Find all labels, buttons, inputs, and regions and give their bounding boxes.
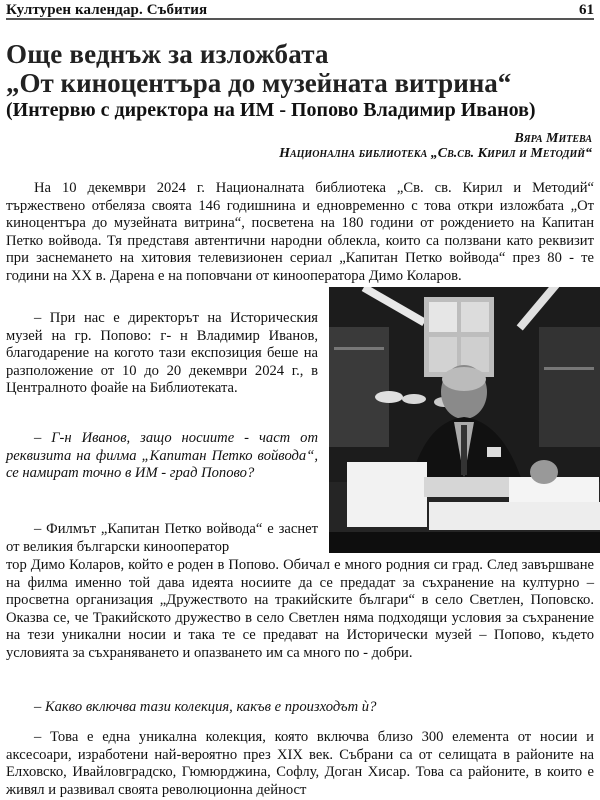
- answer-2: [6, 729, 594, 799]
- answer-1-continued: [6, 557, 594, 663]
- page-number: 61: [579, 2, 594, 18]
- answer-text: тор Димо Коларов, който е роден в Попово. Обичал е много родния си град. След завършване на филма именно той дава идеята носиите да се предадат за съхранение на културно – просветна организация „Дружеството на тракийските българи“ в село Светлен, Поповско. Оказва се, че Тракийското дружество в село Светлен няма подходящи условия за съхранение на тези уникални носии и така те се предават на Исторически музей – Попово, където условията за съхраняването и опазването им са много по - добри.: [6, 557, 594, 661]
- question-2: [6, 699, 594, 717]
- author-affiliation: Национална библиотека „Св.св. Кирил и Методий“: [279, 146, 592, 161]
- question-1: [6, 430, 318, 483]
- answer-text: – Това е една уникална колекция, която включва близо 300 елемента от носии и аксесоари, изработени най-вероятно през XIX век. Събрани са от селищата в районите на Елховско, Ивайловградско, Гюмюрджина, Софлу, Доган Хисар. Това са районите, в които е живял и развивал своята революционна дейност: [6, 729, 594, 798]
- article-subtitle: (Интервю с директора на ИМ - Попово Владимир Иванов): [6, 99, 536, 121]
- question-text: – Какво включва тази колекция, какъв е произходът ѝ?: [34, 699, 377, 715]
- byline: [279, 131, 592, 161]
- article-title-block: [6, 40, 594, 122]
- paragraph-text: – При нас е директорът на Историческия музей на гр. Попово: г- н Владимир Иванов, благодарение на когото тази експозиция беше на разположение от 10 до 20 декември 2024 г., в Централното фоайе на Библиотеката.: [6, 310, 318, 397]
- director-photo: [329, 287, 600, 553]
- director-intro-paragraph: [6, 310, 318, 398]
- answer-text: – Филмът „Капитан Петко войвода“ е заснет от великия български кинооператор: [6, 521, 318, 555]
- paragraph-text: На 10 декември 2024 г. Националната библиотека „Св. св. Кирил и Методий“ тържествено отбеляза своята 146 годишнина и едновременно с това откри изложбата „От киноцентъра до музейната витрина“, посветена на 180 години от рождението на Капитан Петко войвода. Тя представя автентични народни облекла, които са ползвани като реквизит при заснемането на хитовия телевизионен сериал „Капитан Петко войвода“ през 80 - те години на XX в. Дарена е на поповчани от кинооператора Димо Коларов.: [6, 180, 594, 284]
- section-title: Културен календар. Събития: [6, 2, 208, 18]
- question-text: – Г-н Иванов, защо носиите - част от реквизита на филма „Капитан Петко войвода“, се намират точно в ИМ - град Попово?: [6, 430, 318, 482]
- article-title-line-2: „От киноцентъра до музейната витрина“: [6, 68, 512, 98]
- intro-paragraph: [6, 180, 594, 286]
- running-header: [6, 0, 594, 20]
- article-title-line-1: Още веднъж за изложбата: [6, 39, 329, 69]
- author-name: Вяра Митева: [514, 131, 592, 146]
- photo-image-icon: [329, 287, 600, 553]
- answer-1-top: [6, 521, 318, 556]
